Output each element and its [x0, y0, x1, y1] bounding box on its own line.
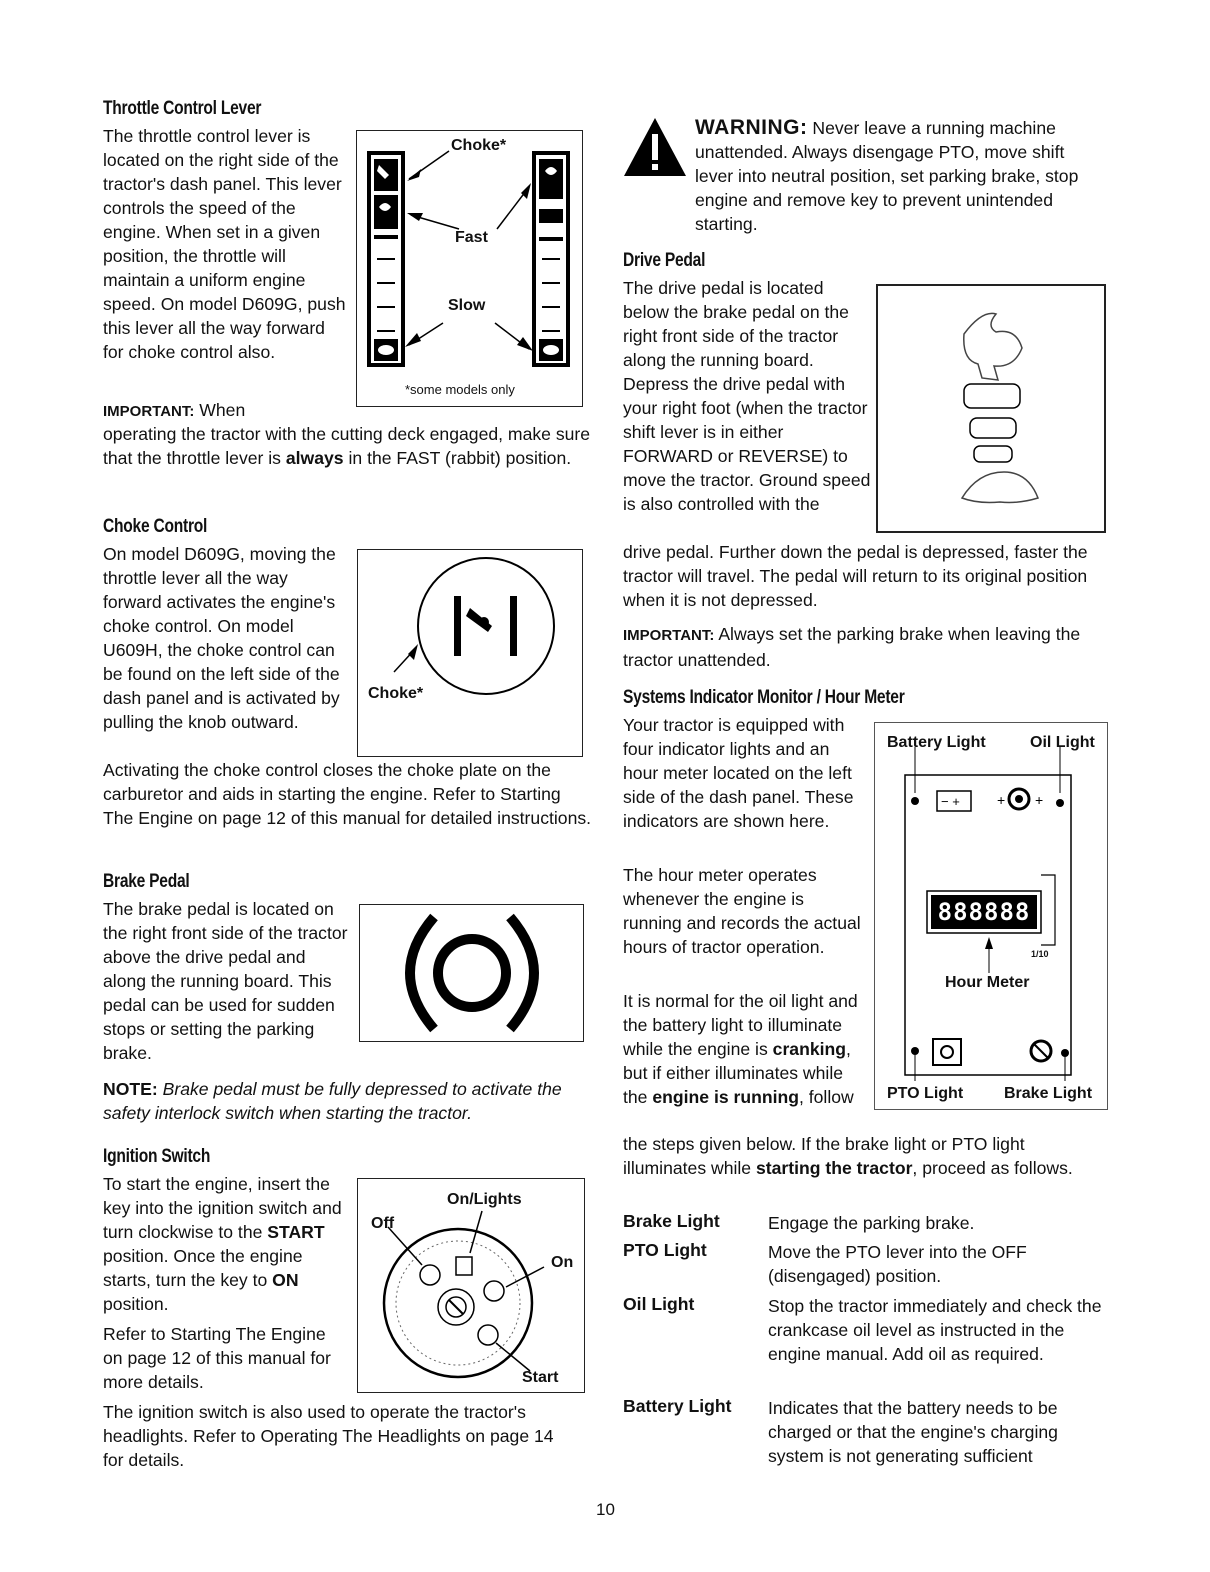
throttle-figure: [356, 130, 583, 407]
ignition-figure: [357, 1178, 585, 1393]
fig-brake-light-label: Brake Light: [1004, 1085, 1093, 1102]
throttle-important-body: [103, 422, 593, 470]
brake-note: [103, 1077, 603, 1125]
monitor-body1: Your tractor is equipped with four indicator lights and an hour meter located on the left side of the dash panel. These indicators are shown here.: [623, 715, 854, 831]
monitor-cranking-bold: cranking: [772, 1039, 846, 1059]
monitor-body3-full-a: the steps given below. If the brake light or PTO light illuminates while: [623, 1134, 1025, 1178]
choke-figure: [357, 549, 583, 757]
table-label-oil-light: Oil Light: [623, 1294, 695, 1314]
table-text-brake-light: Engage the parking brake.: [768, 1213, 975, 1233]
drive-important-label: IMPORTANT:: [623, 627, 715, 644]
ignition-body3: The ignition switch is also used to operate the tractor's headlights. Refer to Operating The Headlights on page 14 for details.: [103, 1402, 554, 1470]
table-label-pto-light: PTO Light: [623, 1240, 707, 1260]
choke-heading: Choke Control: [103, 516, 208, 537]
fig-fast-label: Fast: [455, 229, 488, 246]
important-label: IMPORTANT:: [103, 403, 195, 420]
fig-oil-light-label: Oil Light: [1030, 734, 1095, 751]
fig-choke-label: Choke*: [451, 137, 507, 154]
monitor-body3-a: It is normal for the oil light and the battery light to illuminate while the engine is: [623, 991, 858, 1059]
brake-heading: Brake Pedal: [103, 871, 190, 892]
important-text-a: operating the tractor with the cutting deck engaged, make sure that the throttle lever is: [103, 424, 591, 468]
warning-triangle-icon: [622, 116, 688, 178]
important-bold: always: [285, 448, 344, 468]
fig-off-label: Off: [371, 1215, 395, 1232]
fig-on-label: On: [551, 1254, 574, 1271]
important-lead-text: When: [199, 400, 246, 420]
fig-slow-label: Slow: [448, 297, 486, 314]
table-label-brake-light: Brake Light: [623, 1211, 720, 1231]
monitor-body3-b: , but if either illuminates while the: [623, 1039, 851, 1107]
fig-hour-meter-label: Hour Meter: [945, 974, 1030, 991]
ignition-heading: Ignition Switch: [103, 1146, 211, 1167]
page-number: 10: [596, 1500, 615, 1519]
fig-choke-label-2: Choke*: [368, 685, 424, 702]
ignition-body-c: position.: [103, 1294, 169, 1314]
drive-body-full: drive pedal. Further down the pedal is depressed, faster the tractor will travel. The pedal will return to its original position when it is not depressed.: [623, 542, 1088, 610]
ignition-body2: Refer to Starting The Engine on page 12 of this manual for more details.: [103, 1324, 331, 1392]
monitor-body3-full: [623, 1132, 1093, 1180]
monitor-heading: Systems Indicator Monitor / Hour Meter: [623, 687, 905, 708]
choke-body: On model D609G, moving the throttle lever all the way forward activates the engine's choke control. On model U609H, the choke control can be found on the left side of the dash panel and is activated by pulling the knob outward.: [103, 544, 340, 732]
drive-heading: Drive Pedal: [623, 250, 706, 271]
monitor-body2: The hour meter operates whenever the engine is running and records the actual hours of tractor operation.: [623, 865, 861, 957]
throttle-body: The throttle control lever is located on the right side of the tractor's dash panel. This lever controls the speed of the engine. When set in a given position, the throttle will maintain a uniform engine speed. On model D609G, push this lever all the way forward for choke control also.: [103, 126, 346, 362]
fig-onlights-label: On/Lights: [447, 1191, 522, 1208]
brake-body: The brake pedal is located on the right front side of the tractor above the drive pedal and along the running board. This pedal can be used for sudden stops or setting the parking brake.: [103, 899, 348, 1063]
table-text-pto-light: Move the PTO lever into the OFF (disengaged) position.: [768, 1242, 1027, 1286]
ignition-body-b: position. Once the engine starts, turn the key to: [103, 1246, 303, 1290]
monitor-figure: [874, 722, 1108, 1110]
note-text: Brake pedal must be fully depressed to activate the safety interlock switch when starting the tractor.: [103, 1079, 562, 1123]
note-label: NOTE:: [103, 1079, 158, 1099]
table-label-battery-light: Battery Light: [623, 1396, 732, 1416]
ignition-body-a: To start the engine, insert the key into the ignition switch and turn clockwise to the: [103, 1174, 342, 1242]
fig-start-label: Start: [522, 1369, 559, 1386]
fig-battery-light-label: Battery Light: [887, 734, 986, 751]
ignition-body: [103, 1172, 348, 1316]
ignition-start-bold: START: [267, 1222, 325, 1242]
throttle-heading: Throttle Control Lever: [103, 98, 262, 119]
brake-figure: [359, 904, 584, 1042]
monitor-running-bold: engine is running: [652, 1087, 799, 1107]
monitor-starting-bold: starting the tractor: [756, 1158, 913, 1178]
drive-important-text: Always set the parking brake when leaving the tractor unattended.: [623, 624, 1081, 670]
svg-text:− +: − +: [941, 794, 960, 809]
warning-body: Never leave a running machine unattended. Always disengage PTO, move shift lever into neutral position, set parking brake, stop engine and remove key to prevent unintended starting.: [695, 118, 1079, 234]
fig-tenth-label: 1/10: [1031, 949, 1049, 959]
fig-some-models-note: *some models only: [405, 382, 515, 397]
choke-body-full: Activating the choke control closes the choke plate on the carburetor and aids in starting the engine. Refer to Starting The Engine on page 12 of this manual for detailed instructions.: [103, 760, 592, 828]
table-text-battery-light: Indicates that the battery needs to be charged or that the engine's charging system is not generating sufficient: [768, 1398, 1058, 1466]
monitor-body3-c: , follow: [798, 1087, 854, 1107]
table-text-oil-light: Stop the tractor immediately and check the crankcase oil level as instructed in the engine manual. Add oil as required.: [768, 1296, 1102, 1364]
drive-important: [623, 622, 1083, 672]
throttle-important-lead: [103, 398, 245, 424]
monitor-body3: [623, 989, 868, 1109]
svg-text:+: +: [997, 792, 1006, 808]
warning-text: [695, 116, 1105, 236]
warning-label: WARNING:: [695, 116, 808, 139]
monitor-body3-full-b: , proceed as follows.: [912, 1158, 1073, 1178]
svg-text:+: +: [1035, 792, 1044, 808]
important-text-b: in the FAST (rabbit) position.: [348, 448, 572, 468]
fig-pto-light-label: PTO Light: [887, 1085, 964, 1102]
ignition-on-bold: ON: [272, 1270, 299, 1290]
hour-meter-display: 888888: [937, 898, 1031, 926]
drive-body: The drive pedal is located below the brake pedal on the right front side of the tractor along the running board. Depress the drive pedal with your right foot (when the tractor shift lever is in either FORWARD or REVERSE) to move the tractor. Ground speed is also controlled with the: [623, 278, 871, 514]
drive-figure: [876, 284, 1106, 533]
